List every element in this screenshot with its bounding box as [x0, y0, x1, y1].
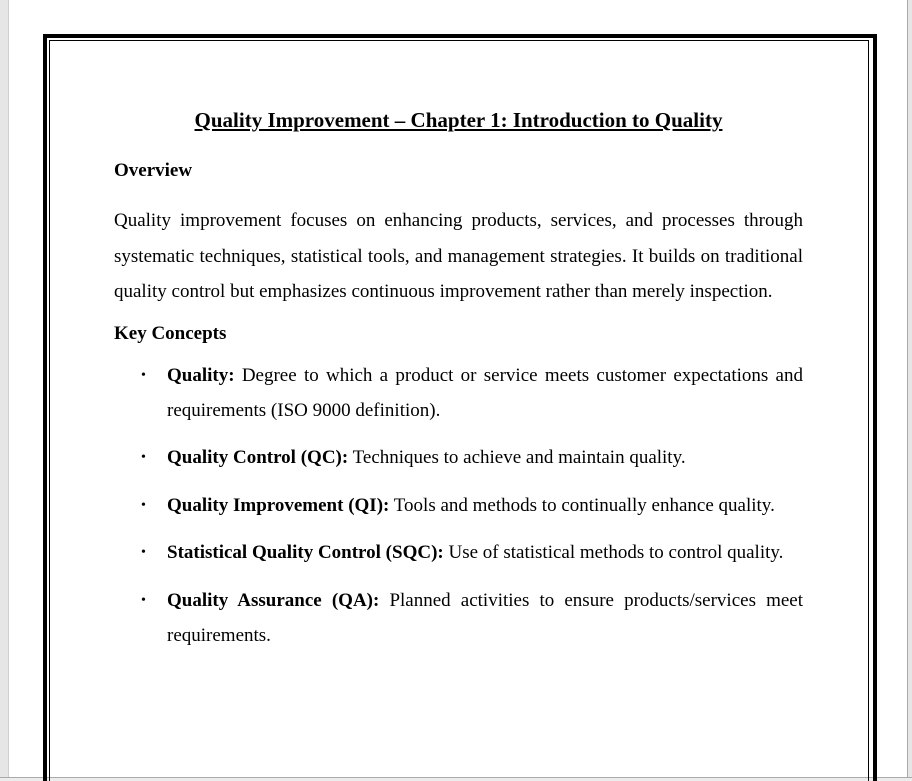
vertical-scrollbar[interactable]: [907, 0, 912, 778]
list-item: [114, 440, 803, 475]
list-item: [114, 583, 803, 653]
concept-term: Quality:: [167, 364, 235, 386]
list-item: [114, 488, 803, 523]
list-item: [114, 358, 803, 428]
left-margin-gutter: [0, 0, 9, 778]
overview-paragraph: Quality improvement focuses on enhancing products, services, and processes through systematic techniques, statistical tools, and management strategies. It builds on traditional quality control but emphasizes continuous improvement rather than merely inspection.: [114, 210, 803, 302]
concept-term: Quality Control (QC):: [167, 447, 349, 468]
section-heading-key-concepts: Key Concepts: [114, 322, 227, 344]
bullet-icon: •: [141, 450, 146, 465]
bullet-icon: •: [141, 592, 146, 608]
bullet-icon: •: [141, 497, 146, 513]
section-heading-overview: Overview: [114, 160, 193, 181]
concept-definition: Degree to which a product or service meets customer expectations and requirements (ISO 9000 definition).: [167, 364, 803, 421]
concept-definition: Planned activities to ensure products/services meet requirements.: [167, 589, 804, 646]
concept-definition: Tools and methods to continually enhance quality.: [389, 494, 775, 516]
concept-term: Quality Assurance (QA):: [167, 589, 380, 611]
concept-definition: Techniques to achieve and maintain quality.: [348, 447, 686, 468]
document-title: Quality Improvement – Chapter 1: Introduction to Quality: [194, 108, 723, 132]
concept-definition: Use of statistical methods to control quality.: [443, 542, 784, 563]
concept-term: Quality Improvement (QI):: [167, 494, 390, 516]
bullet-icon: •: [141, 367, 146, 383]
concept-term: Statistical Quality Control (SQC):: [167, 542, 444, 563]
list-item: [114, 535, 803, 570]
bullet-icon: •: [141, 545, 146, 560]
page-content: [114, 100, 803, 665]
key-concepts-list: [114, 358, 803, 653]
